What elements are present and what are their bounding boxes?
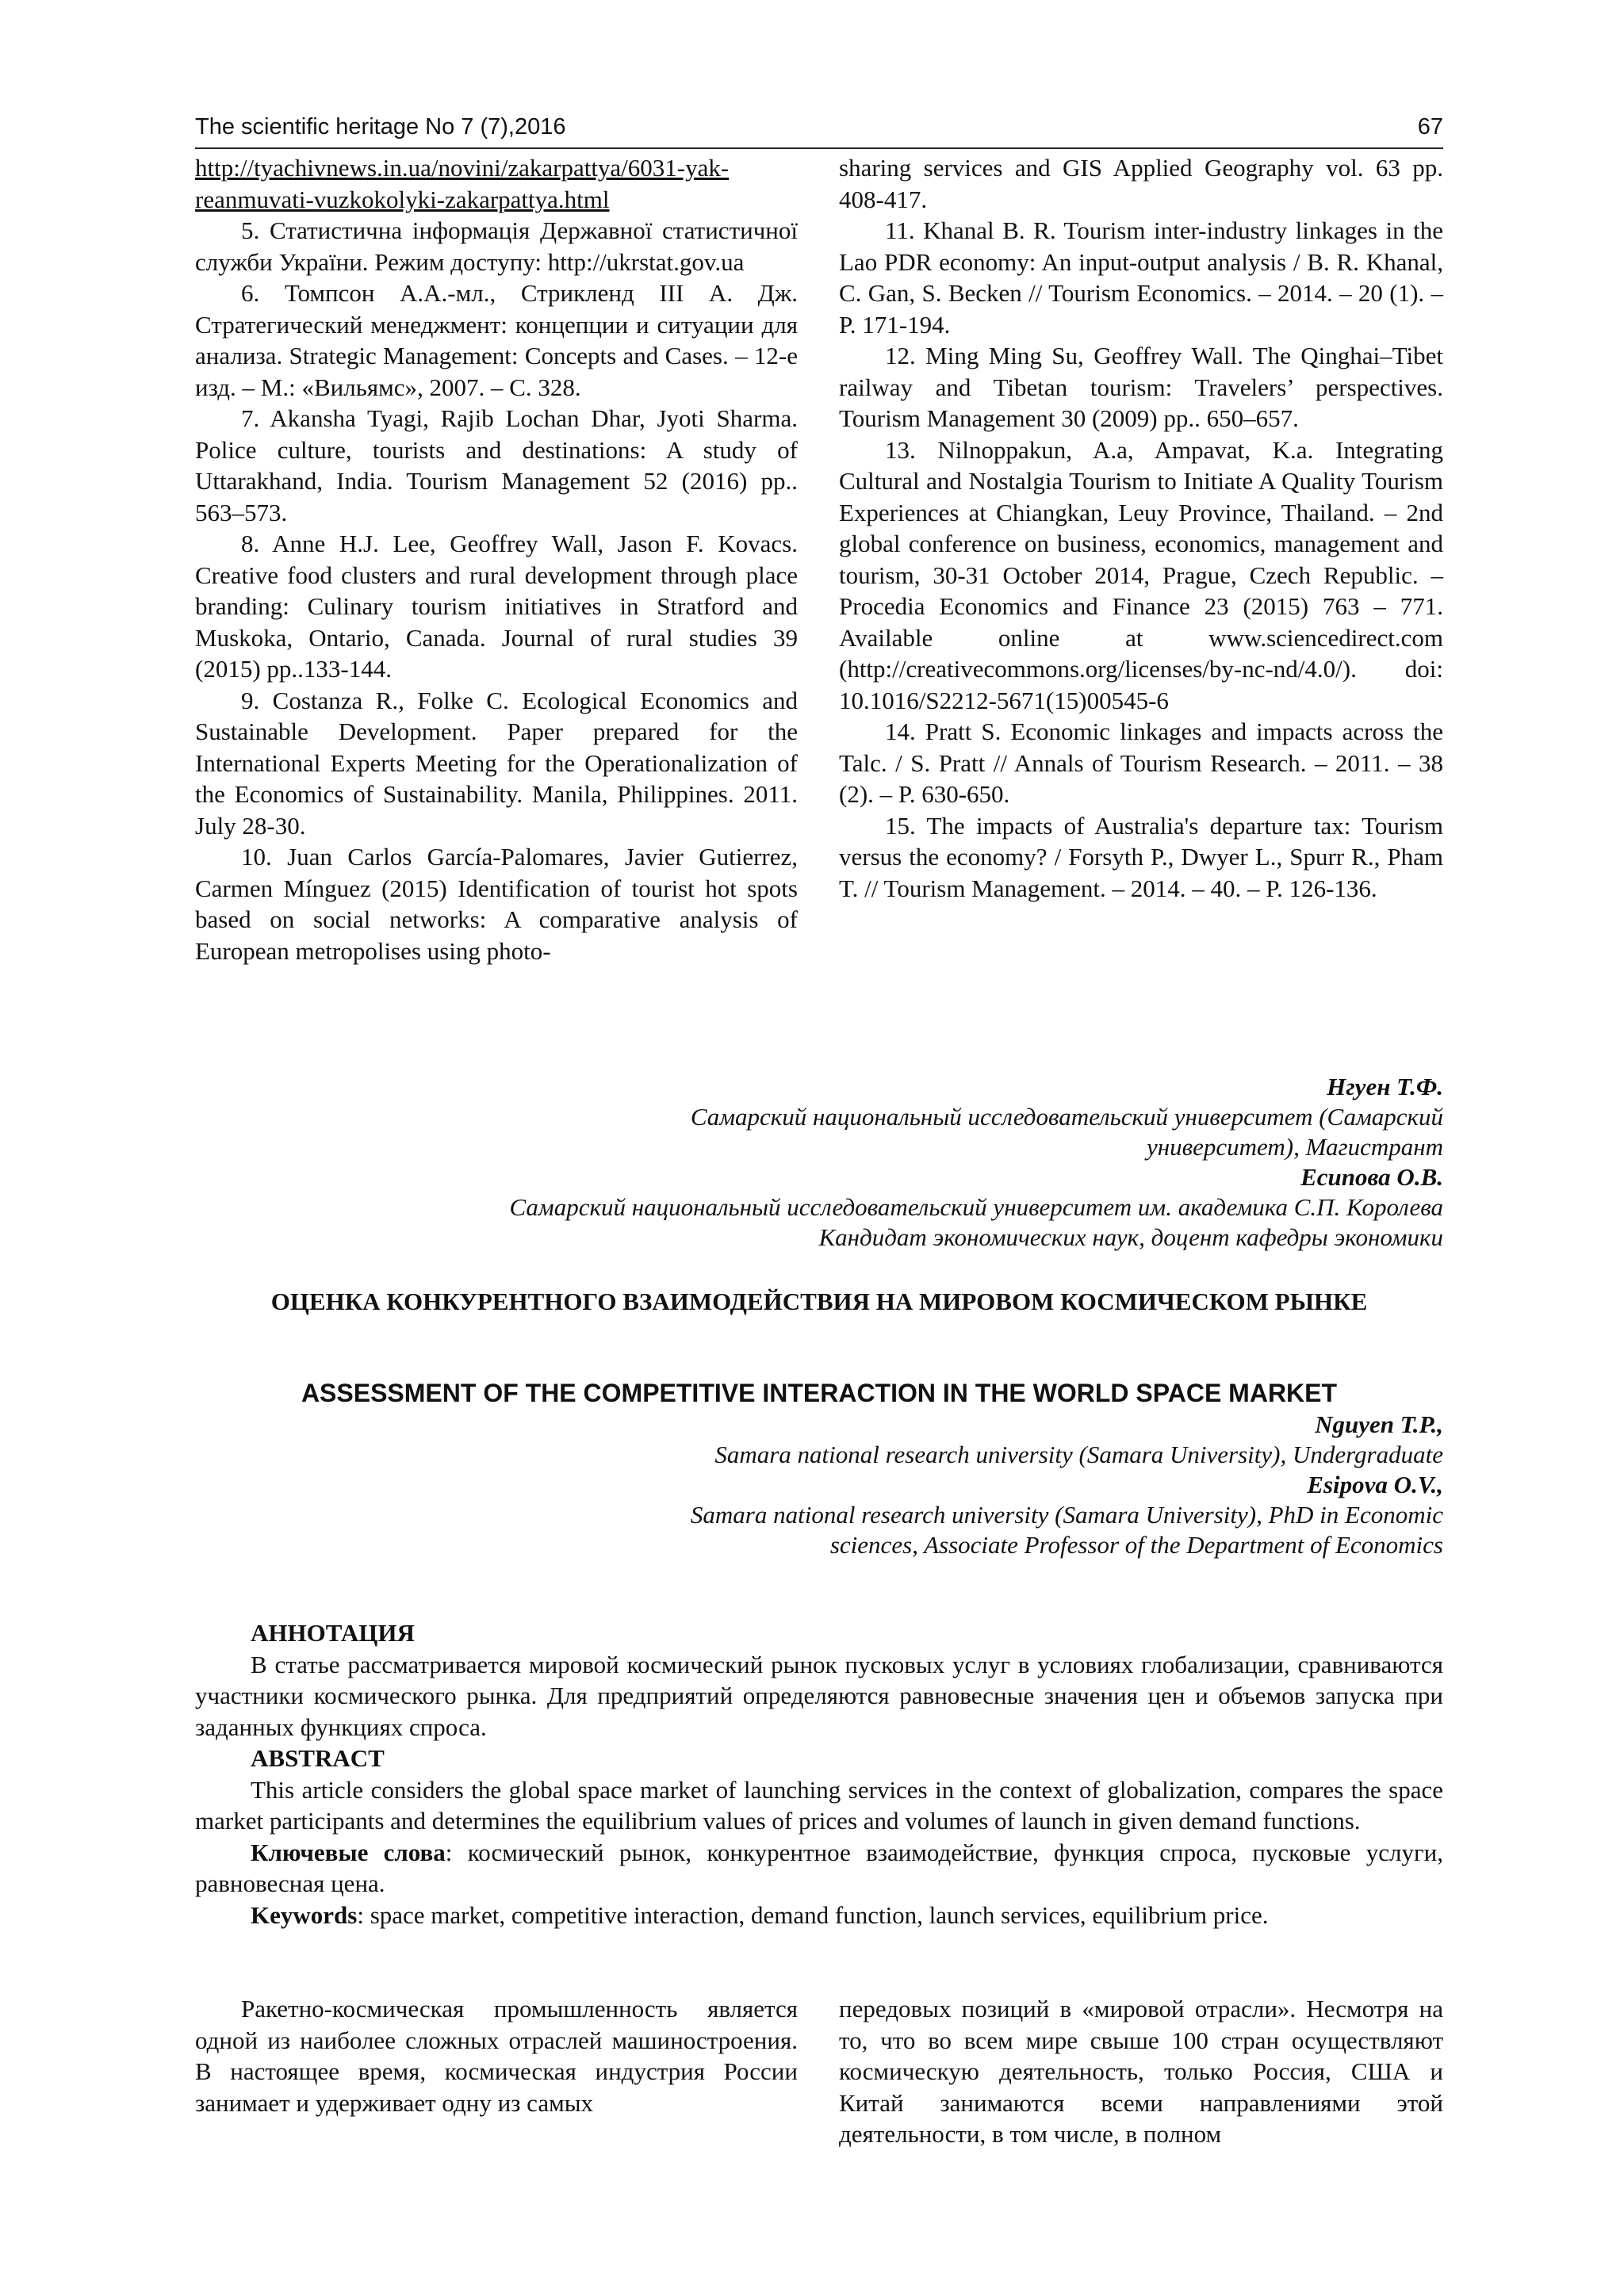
- keywords-ru: [195, 1837, 1443, 1900]
- reference-13: 13. Nilnoppakun, A.a, Ampavat, K.a. Integrating Cultural and Nostalgia Tourism to Initiate A Quality Tourism Experiences at Chiangkan, Leuy Province, Thailand. – 2nd global conference on business, economics, management and tourism, 30-31 October 2014, Prague, Czech Republic. – Procedia Economics and Finance 23 (2015) 763 – 771. Available online at www.sciencedirect.com (http://creativecommons.org/licenses/by-nc-nd/4.0/). doi: 10.1016/S2212-5671(15)00545-6: [839, 435, 1443, 714]
- authors-en: [195, 1410, 1443, 1560]
- author-1-name-ru: Нгуен Т.Ф.: [1327, 1073, 1443, 1100]
- body-paragraph-right: передовых позиций в «мировой отрасли». Несмотря на то, что во всем мире свыше 100 стран осуществляют космическую деятельность, только Россия, США и Китай занимаются всеми направлениями этой деятельности, в том числе, в полном: [839, 1995, 1443, 2148]
- header-rule: [195, 147, 1443, 149]
- body-left-column: [195, 1993, 798, 2118]
- author-1-affiliation-ru: Самарский национальный исследовательский университет (Самарский университет), Магистрант: [690, 1103, 1443, 1161]
- reference-9: 9. Costanza R., Folke C. Ecological Economics and Sustainable Development. Paper prepared for the International Experts Meeting for the Operationalization of the Economics of Sustainability. Manila, Philippines. 2011. July 28-30.: [195, 686, 798, 840]
- reference-8: 8. Anne H.J. Lee, Geoffrey Wall, Jason F. Kovacs. Creative food clusters and rural development through place branding: Culinary tourism initiatives in Stratford and Muskoka, Ontario, Canada. Journal of rural studies 39 (2015) pp..133-144.: [195, 530, 798, 683]
- reference-15: 15. The impacts of Australia's departure tax: Tourism versus the economy? / Forsyth P., Dwyer L., Spurr R., Pham T. // Tourism Management. – 2014. – 40. – P. 126-136.: [839, 811, 1443, 902]
- article-title-ru: ОЦЕНКА КОНКУРЕНТНОГО ВЗАИМОДЕЙСТВИЯ НА МИРОВОМ КОСМИЧЕСКОМ РЫНКЕ: [270, 1288, 1368, 1315]
- page-header: [195, 113, 1443, 149]
- page-number: 67: [1417, 114, 1443, 140]
- reference-10-continued: sharing services and GIS Applied Geography vol. 63 pp. 408-417.: [839, 154, 1443, 213]
- author-2-affiliation-en: Samara national research university (Samara University), PhD in Economic sciences, Associate Professor of the Department of Economics: [690, 1501, 1443, 1559]
- reference-7: 7. Akansha Tyagi, Rajib Lochan Dhar, Jyoti Sharma. Police culture, tourists and destinations: A study of Uttarakhand, India. Tourism Management 52 (2016) pp.. 563–573.: [195, 404, 798, 526]
- reference-link[interactable]: http://tyachivnews.in.ua/novini/zakarpattya/6031-yak-reanmuvati-vuzkokolyki-zakarpattya.html: [195, 154, 730, 213]
- references-right-column: [839, 152, 1443, 904]
- reference-6: 6. Томпсон А.А.-мл., Стрикленд III А. Дж. Стратегический менеджмент: концепции и ситуации для анализа. Strategic Management: Concepts and Cases. – 12-е изд. – М.: «Вильямс», 2007. – С. 328.: [195, 279, 798, 401]
- body-right-column: [839, 1993, 1443, 2150]
- author-1-affiliation-en: Samara national research university (Samara University), Undergraduate: [714, 1441, 1443, 1468]
- author-2-name-en: Esipova O.V.,: [1307, 1471, 1443, 1498]
- reference-10: 10. Juan Carlos García-Palomares, Javier Gutierrez, Carmen Mínguez (2015) Identification of tourist hot spots based on social networks: A comparative analysis of European metropolises using photo-: [195, 843, 798, 965]
- keywords-en-label: Keywords: [251, 1900, 358, 1929]
- reference-5: 5. Статистична інформація Державної статистичної служби України. Режим доступу: http://ukrstat.gov.ua: [195, 216, 798, 276]
- references-left-column: [195, 152, 798, 966]
- keywords-en: [195, 1900, 1443, 1931]
- reference-11: 11. Khanal B. R. Tourism inter-industry linkages in the Lao PDR economy: An input-output analysis / B. R. Khanal, C. Gan, S. Becken // Tourism Economics. – 2014. – 20 (1). – P. 171-194.: [839, 216, 1443, 339]
- abstract-ru-text: В статье рассматривается мировой космический рынок пусковых услуг в условиях глобализации, сравниваются участники космического рынка. Для предприятий определяются равновесные значения цен и объемов запуска при заданных функциях спроса.: [195, 1650, 1443, 1741]
- keywords-ru-text: : космический рынок, конкурентное взаимодействие, функция спроса, пусковые услуги, равновесная цена.: [195, 1838, 1443, 1897]
- author-2-affiliation-ru: Самарский национальный исследовательский университет им. академика С.П. Королева Кандидат экономических наук, доцент кафедры экономики: [509, 1193, 1443, 1251]
- reference-14: 14. Pratt S. Economic linkages and impacts across the Talc. / S. Pratt // Annals of Tourism Research. – 2011. – 38 (2). – P. 630-650.: [839, 718, 1443, 808]
- author-1-name-en: Nguyen T.P.,: [1315, 1410, 1443, 1438]
- abstract-en-heading: ABSTRACT: [251, 1744, 385, 1772]
- abstract-ru-heading: АННОТАЦИЯ: [251, 1619, 415, 1647]
- keywords-ru-label: Ключевые слова: [251, 1838, 446, 1866]
- journal-title: The scientific heritage No 7 (7),2016: [195, 114, 566, 140]
- article-title-en: ASSESSMENT OF THE COMPETITIVE INTERACTION IN THE WORLD SPACE MARKET: [301, 1379, 1338, 1407]
- body-paragraph-left: Ракетно-космическая промышленность является одной из наиболее сложных отраслей машиностроения. В настоящее время, космическая индустрия России занимает и удерживает одну из самых: [195, 1995, 798, 2117]
- abstract-section: [195, 1617, 1443, 1931]
- reference-12: 12. Ming Ming Su, Geoffrey Wall. The Qinghai–Tibet railway and Tibetan tourism: Travelers’ perspectives. Tourism Management 30 (2009) pp.. 650–657.: [839, 342, 1443, 432]
- abstract-en-text: This article considers the global space market of launching services in the context of globalization, compares the space market participants and determines the equilibrium values of prices and volumes of launch in given demand functions.: [195, 1775, 1443, 1835]
- author-2-name-ru: Есипова О.В.: [1300, 1163, 1443, 1191]
- keywords-en-text: : space market, competitive interaction, demand function, launch services, equilibrium price.: [357, 1900, 1269, 1929]
- authors-ru: [195, 1072, 1443, 1253]
